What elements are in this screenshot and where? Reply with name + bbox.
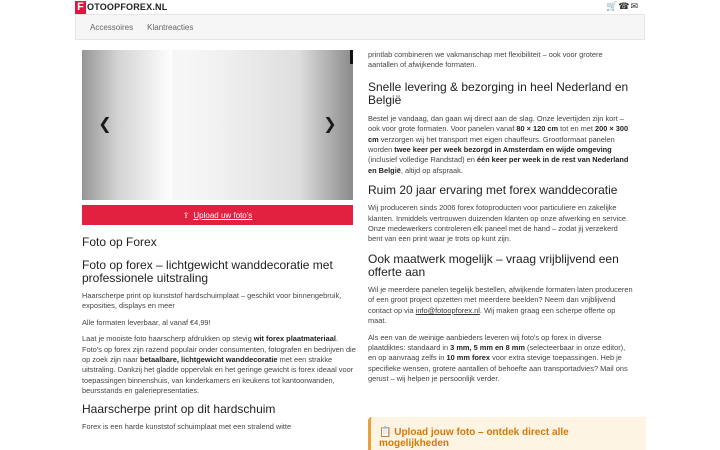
intro-paragraph: Haarscherpe print op kunststof hardschuimplaat – geschikt voor binnengebruik, exposities, displays en meer bbox=[82, 291, 342, 311]
carousel-next-icon[interactable]: ❯ bbox=[323, 116, 337, 133]
site-logo[interactable] bbox=[75, 0, 167, 14]
nav-item-accessoires[interactable]: Accessoires bbox=[90, 22, 134, 32]
logo-text: OTOOPFOREX.NL bbox=[87, 2, 168, 12]
carousel-prev-icon[interactable]: ❮ bbox=[98, 116, 112, 133]
email-link[interactable]: info@fotoopforex.nl bbox=[415, 305, 480, 315]
logo-mark: F bbox=[75, 1, 86, 14]
top-bar bbox=[0, 0, 720, 14]
heading-print: Haarscherpe print op dit hardschuim bbox=[82, 401, 276, 416]
image-carousel[interactable] bbox=[82, 50, 353, 200]
upload-cta-text: 📋 Upload jouw foto – ontdek direct alle mogelijkheden bbox=[379, 427, 569, 449]
mail-icon[interactable]: ✉ bbox=[630, 1, 638, 11]
forex-paragraph: Forex is een harde kunststof schuimplaat met een stralend witte bbox=[82, 421, 292, 431]
heading-intro: Foto op forex – lichtgewicht wanddecoratie met professionele uitstraling bbox=[82, 258, 333, 285]
upload-icon: ⇪ bbox=[182, 210, 190, 220]
heading-delivery: Snelle levering & bezorging in heel Nederland en België bbox=[368, 79, 629, 107]
heading-custom: Ook maatwerk mogelijk – vraag vrijblijvend een offerte aan bbox=[368, 251, 619, 279]
right-content bbox=[368, 50, 634, 391]
description-paragraph: Laat je mooiste foto haarscherp afdrukken op stevig wit forex plaatmateriaal. Foto's op forex zijn razend populair onder consumenten, fotografen en bedrijven die op zoek zijn naar betaalbare, lichtgewicht wanddecoratie met een strakke uitstraling. Dankzij het gladde oppervlak en het geringe gewicht is forex ideaal voor toepassingen binnenshuis, van kinderkamers en keukens tot kantoorwanden, beursstands en galeriepresentaties. bbox=[82, 334, 356, 396]
upload-photo-button[interactable] bbox=[82, 205, 353, 225]
carousel-slide-shade bbox=[82, 50, 172, 200]
delivery-paragraph: Bestel je vandaag, dan gaan wij direct aan de slag. Onze levertijden zijn kort – ook voor grote formaten. Voor panelen vanaf 80 × 120 cm tot en met 200 × 300 cm verzorgen wij het transport met eigen chauffeurs. Grootformaat panelen worden twee keer per week bezorgd in Amsterdam en wijde omgeving (inclusief volledige Randstad) en één keer per week in de rest van Nederland en België, altijd op afspraak. bbox=[368, 113, 629, 175]
header-icons bbox=[606, 1, 638, 12]
upload-cta-box[interactable] bbox=[368, 417, 646, 450]
heading-experience: Ruim 20 jaar ervaring met forex wanddecoratie bbox=[368, 183, 618, 198]
thickness-paragraph: Als een van de weinige aanbieders leveren wij foto's op forex in diverse plaatdiktes: standaard in 3 mm, 5 mm en 8 mm (selecteerbaar in onze editor), en op aanvraag zelfs in 10 mm forex voor extra stevige toepassingen. Heb je specifieke wensen, grotere aantallen of behoefte aan transportadvies? Mail ons gerust – wij helpen je persoonlijk verder. bbox=[368, 332, 628, 384]
page-title: Foto op Forex bbox=[82, 235, 157, 249]
custom-paragraph: Wil je meerdere panelen tegelijk bestellen, afwijkende formaten laten produceren of een groot project opzetten met meerdere beelden? Neem dan vrijblijvend contact op via info@fotoopforex.nl. Wij maken graag een scherpe offerte op maat. bbox=[368, 284, 633, 326]
experience-paragraph: Wij produceren sinds 2006 forex fotoproducten voor particuliere en zakelijke klanten. Inmiddels vertrouwen duizenden klanten op onze afwerking en service. Onze medewerkers controleren elk paneel met de hand – zodat jij verzekerd bent van een print waar je trots op kunt zijn. bbox=[368, 203, 629, 244]
phone-icon[interactable]: ☎ bbox=[618, 1, 630, 11]
intro-continued: printlab combineren we vakmanschap met flexibiliteit – ook voor grotere aantallen of afwijkende formaten. bbox=[368, 50, 603, 70]
carousel-edge bbox=[350, 50, 353, 64]
price-paragraph: Alle formaten leverbaar, al vanaf €4,99! bbox=[82, 317, 211, 327]
left-content bbox=[82, 235, 357, 438]
nav-item-klantreacties[interactable]: Klantreacties bbox=[147, 22, 194, 32]
secondary-nav bbox=[75, 14, 645, 40]
upload-button-label: Upload uw foto's bbox=[193, 210, 253, 220]
cart-icon[interactable]: 🛒 bbox=[606, 1, 618, 11]
